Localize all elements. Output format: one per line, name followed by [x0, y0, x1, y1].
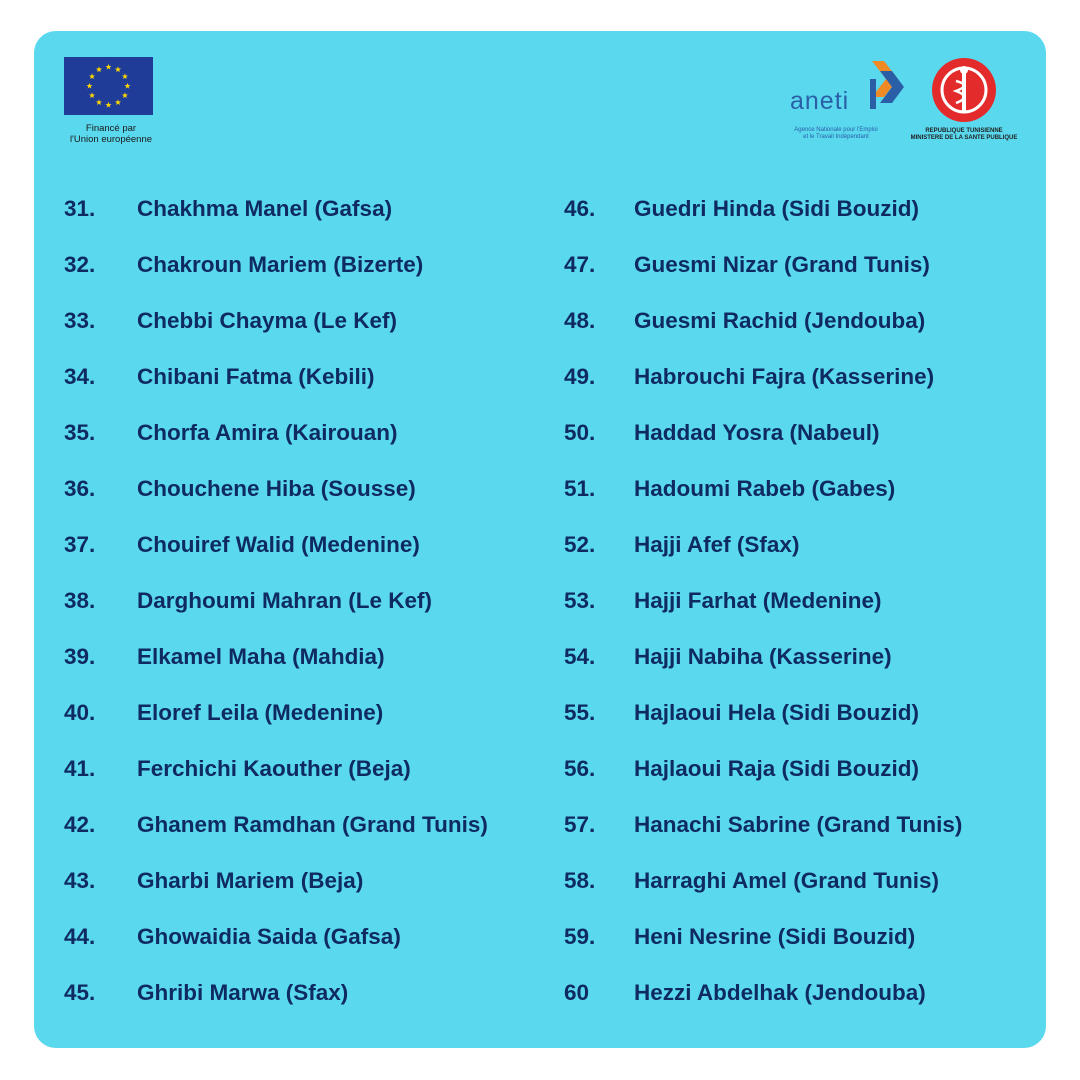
list-item-name: Hanachi Sabrine (Grand Tunis): [634, 812, 963, 837]
list-item-number: 57.: [564, 812, 596, 837]
list-item: [564, 405, 962, 461]
list-item-number: 51.: [564, 476, 596, 501]
eu-flag-logo: [64, 57, 153, 115]
list-item-name: Hajlaoui Hela (Sidi Bouzid): [634, 700, 920, 725]
list-item: [64, 629, 488, 685]
list-item: [64, 853, 488, 909]
list-item: [564, 741, 962, 797]
list-item-name: Guesmi Nizar (Grand Tunis): [634, 252, 930, 277]
list-item: [564, 685, 962, 741]
list-item-number: 52.: [564, 532, 596, 557]
eu-caption: [56, 123, 166, 145]
list-item-name: Heni Nesrine (Sidi Bouzid): [634, 924, 916, 949]
list-item-number: 48.: [564, 308, 596, 333]
list-item-name: Haddad Yosra (Nabeul): [634, 420, 880, 445]
list-item-number: 41.: [64, 756, 96, 781]
list-item: [64, 293, 488, 349]
list-item: [564, 293, 962, 349]
list-item: [564, 965, 962, 1021]
list-item-number: 59.: [564, 924, 596, 949]
list-item: [564, 909, 962, 965]
list-item-name: Hajji Afef (Sfax): [634, 532, 800, 557]
list-item: [564, 853, 962, 909]
list-item-name: Harraghi Amel (Grand Tunis): [634, 868, 940, 893]
list-item-name: Ghowaidia Saida (Gafsa): [137, 924, 401, 949]
list-item-number: 43.: [64, 868, 96, 893]
list-item-name: Chouchene Hiba (Sousse): [137, 476, 416, 501]
list-item: [64, 461, 488, 517]
list-item: [564, 349, 962, 405]
list-item-name: Eloref Leila (Medenine): [137, 700, 384, 725]
list-item-name: Hajji Nabiha (Kasserine): [634, 644, 892, 669]
list-item-name: Chakroun Mariem (Bizerte): [137, 252, 424, 277]
list-item-number: 39.: [64, 644, 96, 669]
eu-caption-line1: Financé par: [85, 123, 137, 134]
list-item: [564, 461, 962, 517]
list-item-number: 46.: [564, 196, 596, 221]
aneti-logo: [786, 57, 904, 152]
list-item-name: Hezzi Abdelhak (Jendouba): [634, 980, 926, 1005]
list-item-number: 32.: [64, 252, 96, 277]
list-item-name: Darghoumi Mahran (Le Kef): [137, 588, 433, 613]
ministry-caption-line2: MINISTERE DE LA SANTE PUBLIQUE: [910, 135, 1018, 141]
list-item-number: 40.: [64, 700, 96, 725]
caduceus-seal-icon: [931, 57, 997, 123]
list-item-name: Elkamel Maha (Mahdia): [137, 644, 385, 669]
list-item: [564, 573, 962, 629]
list-item-number: 56.: [564, 756, 596, 781]
aneti-wordmark: aneti: [790, 87, 850, 115]
list-item: [564, 629, 962, 685]
list-item-name: Habrouchi Fajra (Kasserine): [634, 364, 935, 389]
list-item-number: 34.: [64, 364, 96, 389]
list-item-name: Guedri Hinda (Sidi Bouzid): [634, 196, 919, 221]
aneti-caption: [786, 127, 886, 141]
ministry-caption-line1: REPUBLIQUE TUNISIENNE: [925, 128, 1003, 134]
list-item-number: 31.: [64, 196, 96, 221]
list-item-number: 44.: [64, 924, 96, 949]
list-item: [564, 517, 962, 573]
name-list-left: [64, 181, 488, 1021]
list-item-name: Ghanem Ramdhan (Grand Tunis): [137, 812, 488, 837]
eu-caption-line2: l'Union européenne: [69, 134, 153, 145]
list-item-number: 33.: [64, 308, 96, 333]
list-item-name: Hadoumi Rabeb (Gabes): [634, 476, 896, 501]
list-item: [64, 237, 488, 293]
list-item: [64, 517, 488, 573]
list-item-number: 58.: [564, 868, 596, 893]
list-item: [64, 573, 488, 629]
list-item-name: Chebbi Chayma (Le Kef): [137, 308, 398, 333]
list-item-number: 37.: [64, 532, 96, 557]
list-item-number: 53.: [564, 588, 596, 613]
list-item-number: 55.: [564, 700, 596, 725]
list-item-name: Ghribi Marwa (Sfax): [137, 980, 349, 1005]
list-item-name: Hajlaoui Raja (Sidi Bouzid): [634, 756, 920, 781]
list-item-name: Chibani Fatma (Kebili): [137, 364, 375, 389]
list-item: [64, 685, 488, 741]
list-item-number: 35.: [64, 420, 96, 445]
list-item-number: 60: [564, 980, 590, 1005]
list-item: [564, 181, 962, 237]
list-item-name: Chouiref Walid (Medenine): [137, 532, 420, 557]
list-item-number: 36.: [64, 476, 96, 501]
list-item: [64, 965, 488, 1021]
list-item-number: 54.: [564, 644, 596, 669]
name-list-right: [564, 181, 962, 1021]
list-item-name: Gharbi Mariem (Beja): [137, 868, 364, 893]
aneti-caption-line2: et le Travail Indépendant: [803, 134, 869, 140]
aneti-arrow-icon: [870, 57, 904, 113]
list-item: [64, 741, 488, 797]
list-item-name: Hajji Farhat (Medenine): [634, 588, 882, 613]
list-item-number: 38.: [64, 588, 96, 613]
list-item: [64, 797, 488, 853]
list-item-number: 42.: [64, 812, 96, 837]
list-item-number: 50.: [564, 420, 596, 445]
list-item-name: Chakhma Manel (Gafsa): [137, 196, 393, 221]
ministry-logo: [902, 57, 1026, 152]
eu-stars-icon: [64, 57, 153, 115]
aneti-caption-line1: Agence Nationale pour l'Emploi: [794, 127, 878, 133]
list-item-number: 45.: [64, 980, 96, 1005]
list-item: [64, 181, 488, 237]
list-item: [564, 797, 962, 853]
list-item-number: 49.: [564, 364, 596, 389]
list-item-name: Guesmi Rachid (Jendouba): [634, 308, 926, 333]
list-item: [64, 349, 488, 405]
list-item: [64, 909, 488, 965]
ministry-caption: [902, 128, 1026, 142]
list-item: [564, 237, 962, 293]
list-item-name: Chorfa Amira (Kairouan): [137, 420, 398, 445]
list-item: [64, 405, 488, 461]
list-item-name: Ferchichi Kaouther (Beja): [137, 756, 411, 781]
list-card: [34, 31, 1046, 1048]
list-item-number: 47.: [564, 252, 596, 277]
